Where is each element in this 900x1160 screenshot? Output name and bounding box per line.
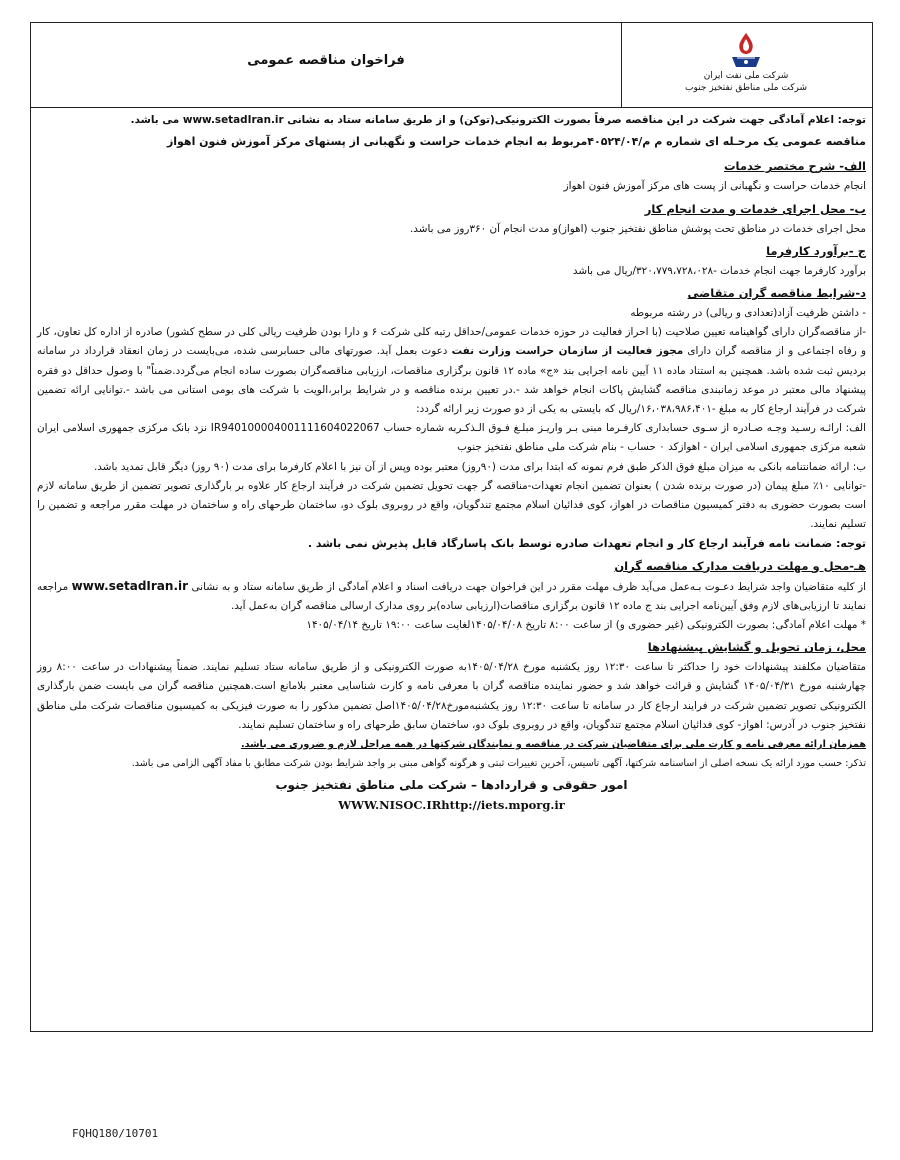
website-links: WWW.NISOC.IRhttp://iets.mporg.ir [338,797,565,812]
tender-title: مناقصه عمومی یک مرحـله ای شماره م م/۴۰۵۲۴/۰۴مربوط به انجام خدمات حراست و نگهبانی از پستهای مرکز آموزش فنون اهواز [166,135,866,149]
section-b-text: محل اجرای خدمات در مناطق تحت پوشش مناطق نفتخیز جنوب (اهواز)و مدت انجام آن ۳۶۰روز می باشد. [410,222,866,235]
document-frame [30,22,873,1032]
notice-tail: می باشد. [130,114,180,126]
notice-url: www.setadIran.ir [182,114,284,126]
delivery-heading: محل، زمان تحویل و گشایش پیشنهادها [647,640,866,655]
page-title: فراخوان مناقصه عمومی [247,53,405,68]
signature-line: امور حقوقی و قراردادها – شرکت ملی مناطق نفتخیز جنوب [275,778,628,793]
section-h-paragraph: از کلیه متقاضیان واجد شرایط دعـوت بـه‌عمل می‌آید ظرف مهلت مقرر در این فراخوان جهت دریافت اسناد و اعلام آمادگی از طریق سامانه ستاد و به نشانی www.setadIran.ir مراجعه نمایند تا ارزیابی‌های لازم وفق آیین‌نامه اجرایی بند ج ماده ۱۲ قانون برگزاری مناقصات(ارزیابی ساده)بر روی مدارک ارسالی مناقصه گران به‌عمل آید. [37,578,866,612]
guarantee-alef: الف: ارائـه رسـید وجـه صـادره از سـوی حسابداری کارفـرما مبنی بـر واریـز مبلـغ فـوق الـذکـربه شماره حساب IR940100004001111604022067 نزد بانک مرکزی جمهوری اسلامی ایران شعبه مرکزی جمهوری اسلامی ایران - اهوازکد ۰ حساب - بنام شرکت ملی مناطق نفتخیز جنوب [37,422,866,454]
iban-number: IR940100004001111604022067 [210,422,380,435]
document-header [31,23,872,108]
id-card-note: همزمان ارائه معرفی نامه و کارت ملی برای متقاضیان شرکت در مناقصه و نمایندگان شرکتها در همه مراحل لازم و ضروری می باشد. [240,739,866,751]
delivery-text: متقاضیان مکلفند پیشنهادات خود را حداکثر تا ساعت ۱۲:۳۰ روز یکشنبه مورخ ۱۴۰۵/۰۴/۲۸به صورت الکترونیکی و از طریق سامانه ستاد تسلیم نمایند. ضمناً پیشنهادات در ساعت ۸:۰۰ روز چهارشنبه مورخ ۱۴۰۵/۰۴/۳۱ گشایش و قرائت خواهد شد و حضور نماینده مناقصه گران با معرفی نامه و کارت شناسایی معتبر بلامانع است.همچنین مناقصه گران می بایست ضمن بارگذاری الکترونیکی تصویر تضمین شرکت در فرایند ارجاع کار در سامانه تا ساعت ۱۲:۳۰ روز یکشنبه‌مورخ۱۴۰۵/۰۴/۲۸اصل تضمین مذکور را به صورت فیزیکی به کمیسیون مناقصات شرکت ملی مناطق نفتخیز جنوب در آدرس: اهواز- کوی فدائیان اسلام مجتمع تندگویان، واقع در روبروی بلوک دو، ساختمان سابق طرحهای راه و ساختمان تسلیم نمایند. [37,661,867,731]
form-code: FQHQ180/10701 [72,1127,159,1140]
document-body [37,111,866,815]
section-c-heading: ج -برآورد کارفرما [766,243,866,258]
section-a-heading: الف- شرح مختصر خدمات [723,159,866,174]
section-d-line1: - داشتن ظرفیت آزاد(تعدادی و ریالی) در رشته مربوطه [630,307,866,320]
nioc-logo-icon [728,31,764,69]
section-a-text: انجام خدمات حراست و نگهبانی از پست های مرکز آموزش فنون اهواز [563,180,866,193]
setad-url: www.setadIran.ir [71,578,189,593]
company-logo-block [620,23,872,107]
section-d-paragraph: -از مناقصه‌گران دارای گواهینامه تعیین صلاحیت (با احراز فعالیت در حوزه خدمات عمومی/حداقل رتبه کلی شرکت ۶ و دارا بودن ظرفیت ریالی کلی در سطح کشور) صادره از اداره کل تعاون، کار و رفاه اجتماعی و از مناقصه گران دارای مجوز فعالیت از سازمان حراست وزارت نفت دعوت بعمل آید. صورتهای مالی حسابرسی شده، می‌بایست در زمان انعقاد قرارداد در سامانه بردیس ثبت شده باشد. همچنین به استناد ماده ۱۱ آیین نامه اجرایی بند «ج» ماده ۱۲ قانون برگزاری مناقصات، ارزیابی مناقصه‌گران بصورت ساده انجام می‌گردد.ضمناً" با وصول حداقل دو فقره پیشنهاد مالی معتبر در موعد زمانبندی مناقصه گشایش پاکات انجام خواهد شد -.در تعیین برنده مناقصه و در شرایط برابر،الویت با شرکت های بومی استانی می باشد -.توانایی ارائه تضمین شرکت در فرآیند ارجاع کار به مبلغ -۱۶،۰۳۸،۹۸۶،۴۰۱/ریال که بایستی به یکی از دو صورت زیر ارائه گردد: [37,326,866,416]
pasargad-note: توجه: ضمانت نامه فرآیند ارجاع کار و انجام تعهدات صادره توسط بانک پاسارگاد قابل پذیرش نمی باشد . [307,537,866,551]
notice-line [37,111,866,130]
section-b-heading: ب- محل اجرای خدمات و مدت انجام کار [644,201,866,216]
section-h-heading: هـ-محل و مهلت دریافت مدارک مناقصه گران [614,558,866,573]
guarantee-beh: ب: ارائه ضمانتنامه بانکی به میزان مبلغ فوق الذکر طبق فرم نمونه که ابتدا برای مدت (۹۰روز) معتبر بوده وپس از آن نیز با اعلام کارفرما برای مدت (۹۰ روز) دیگر قابل تمدید باشد. [94,460,866,473]
reminder-note: تذکر: حسب مورد ارائه یک نسخه اصلی از اساسنامه شرکتها، آگهی تاسیس، آخرین تغییرات ثبتی و هرگونه گواهی مبنی بر واجد شرایط بودن شرکت مطابق با مفاد آگهی الزامی می باشد. [131,758,866,770]
notice-text: توجه: اعلام آمادگی جهت شرکت در این مناقصه صرفاً بصورت الکترونیکی(توکن) و از طریق سامانه ستاد به نشانی [287,114,866,126]
deadline-line: * مهلت اعلام آمادگی: بصورت الکترونیکی (غیر حضوری و) از ساعت ۸:۰۰ تاریخ ۱۴۰۵/۰۴/۰۸لغایت ساعت ۱۹:۰۰ تاریخ ۱۴۰۵/۰۴/۱۴ [306,619,866,632]
section-d-heading: د-شرایط مناقصه گران متقاضی [687,286,866,301]
guarantee-paragraph: -توانایی ۱۰٪ مبلغ پیمان (در صورت برنده شدن ) بعنوان تضمین انجام تعهدات-مناقصه گر جهت تحویل تضمین شرکت در فرآیند ارجاع کار علاوه بر بارگذاری تصویر تضمین از طریق سامانه لازم است بصورت حضوری به دفتر کمیسیون مناقصات در اهواز، کوی فدائیان اسلام مجتمع تندگویان، واقع در روبروی بلوک دو، ساختمان طرحهای راه و ساختمان در مهلت مقرر مراجعه و تضمین را تسلیم نمایند. [37,479,866,531]
company-name-line2: شرکت ملی مناطق نفتخیز جنوب [685,83,807,93]
company-name-line1: شرکت ملی نفت ایران [703,71,789,81]
permit-bold: مجوز فعالیت از سازمان حراست وزارت نفت [451,345,684,358]
section-c-text: برآورد کارفرما جهت انجام خدمات -۳۲۰،۷۷۹،۷۲۸،۰۲۸/ریال می باشد [572,264,866,277]
